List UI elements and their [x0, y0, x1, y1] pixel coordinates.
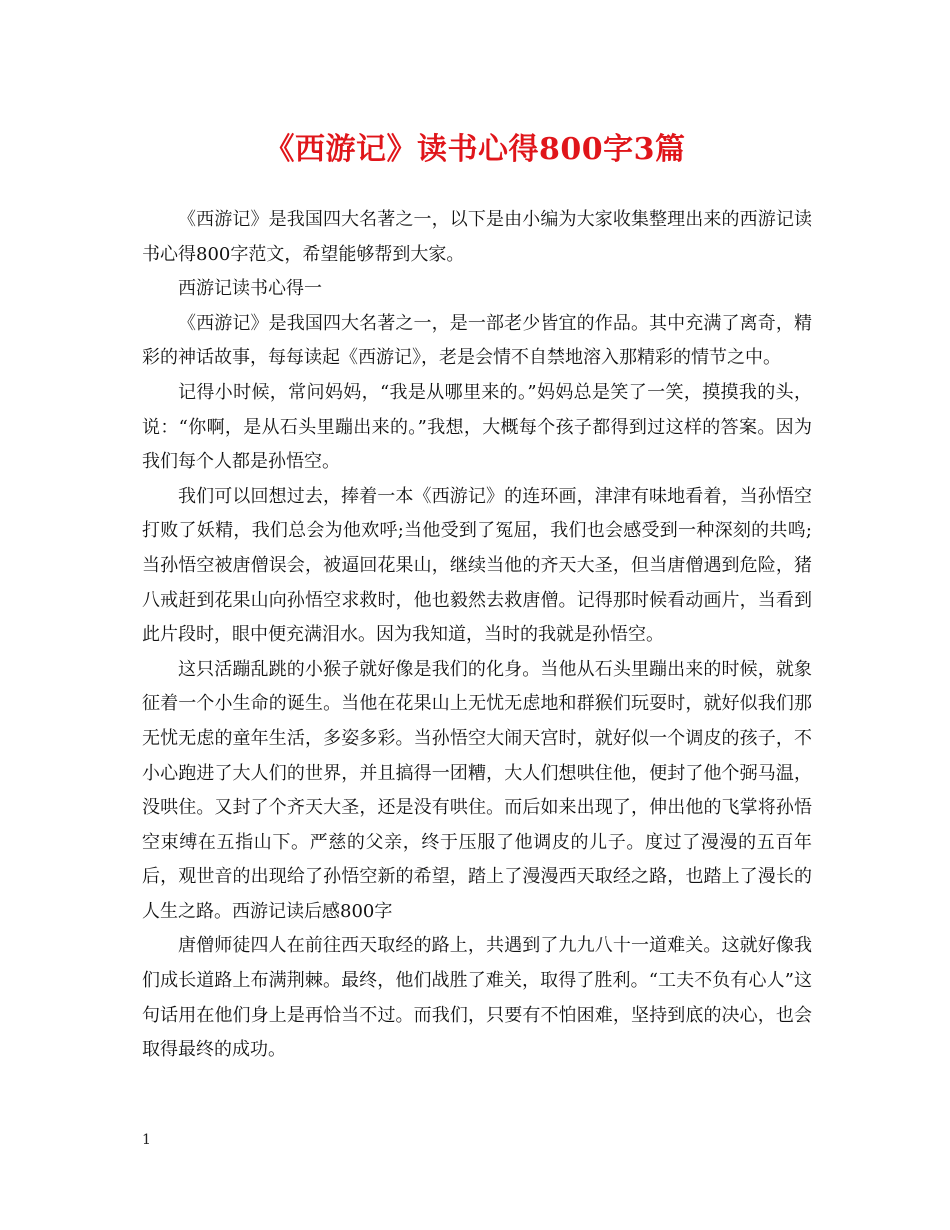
page-number: 1: [142, 1132, 151, 1148]
body-paragraph: 记得小时候，常问妈妈，“我是从哪里来的。”妈妈总是笑了一笑，摸摸我的头，说：“你啊，是从石头里蹦出来的。”我想，大概每个孩子都得到过这样的答案。因为我们每个人都是孙悟空。: [142, 381, 812, 473]
intro-paragraph: 《西游记》是我国四大名著之一，以下是由小编为大家收集整理出来的西游记读书心得800字范文，希望能够帮到大家。: [142, 209, 812, 265]
body-paragraph: 《西游记》是我国四大名著之一，是一部老少皆宜的作品。其中充满了离奇，精彩的神话故事，每每读起《西游记》，老是会情不自禁地溶入那精彩的情节之中。: [142, 312, 812, 369]
body-paragraph: 我们可以回想过去，捧着一本《西游记》的连环画，津津有味地看着，当孙悟空打败了妖精，我们总会为他欢呼;当他受到了冤屈，我们也会感受到一种深刻的共鸣;当孙悟空被唐僧误会，被逼回花果山，继续当他的齐天大圣，但当唐僧遇到危险，猪八戒赶到花果山向孙悟空求救时，他也毅然去救唐僧。记得那时候看动画片，当看到此片段时，眼中便充满泪水。因为我知道，当时的我就是孙悟空。: [142, 485, 812, 646]
document-body: [142, 203, 812, 1068]
body-paragraph: 这只活蹦乱跳的小猴子就好像是我们的化身。当他从石头里蹦出来的时候，就象征着一个小生命的诞生。当他在花果山上无忧无虑地和群猴们玩耍时，就好似我们那无忧无虑的童年生活，多姿多彩。当孙悟空大闹天宫时，就好似一个调皮的孩子，不小心跑进了大人们的世界，并且搞得一团糟，大人们想哄住他，便封了他个弼马温，没哄住。又封了个齐天大圣，还是没有哄住。而后如来出现了，伸出他的飞掌将孙悟空束缚在五指山下。严慈的父亲，终于压服了他调皮的儿子。度过了漫漫的五百年后，观世音的出现给了孙悟空新的希望，踏上了漫漫西天取经之路，也踏上了漫长的人生之路。西游记读后感800字: [142, 658, 812, 922]
body-paragraph: 唐僧师徒四人在前往西天取经的路上，共遇到了九九八十一道难关。这就好像我们成长道路上布满荆棘。最终，他们战胜了难关，取得了胜利。“工夫不负有心人”这句话用在他们身上是再恰当不过。而我们，只要有不怕困难，坚持到底的决心，也会取得最终的成功。: [142, 935, 812, 1061]
section-heading: 西游记读书心得一: [178, 278, 322, 300]
document-title: 《西游记》读书心得800字3篇: [264, 132, 686, 167]
